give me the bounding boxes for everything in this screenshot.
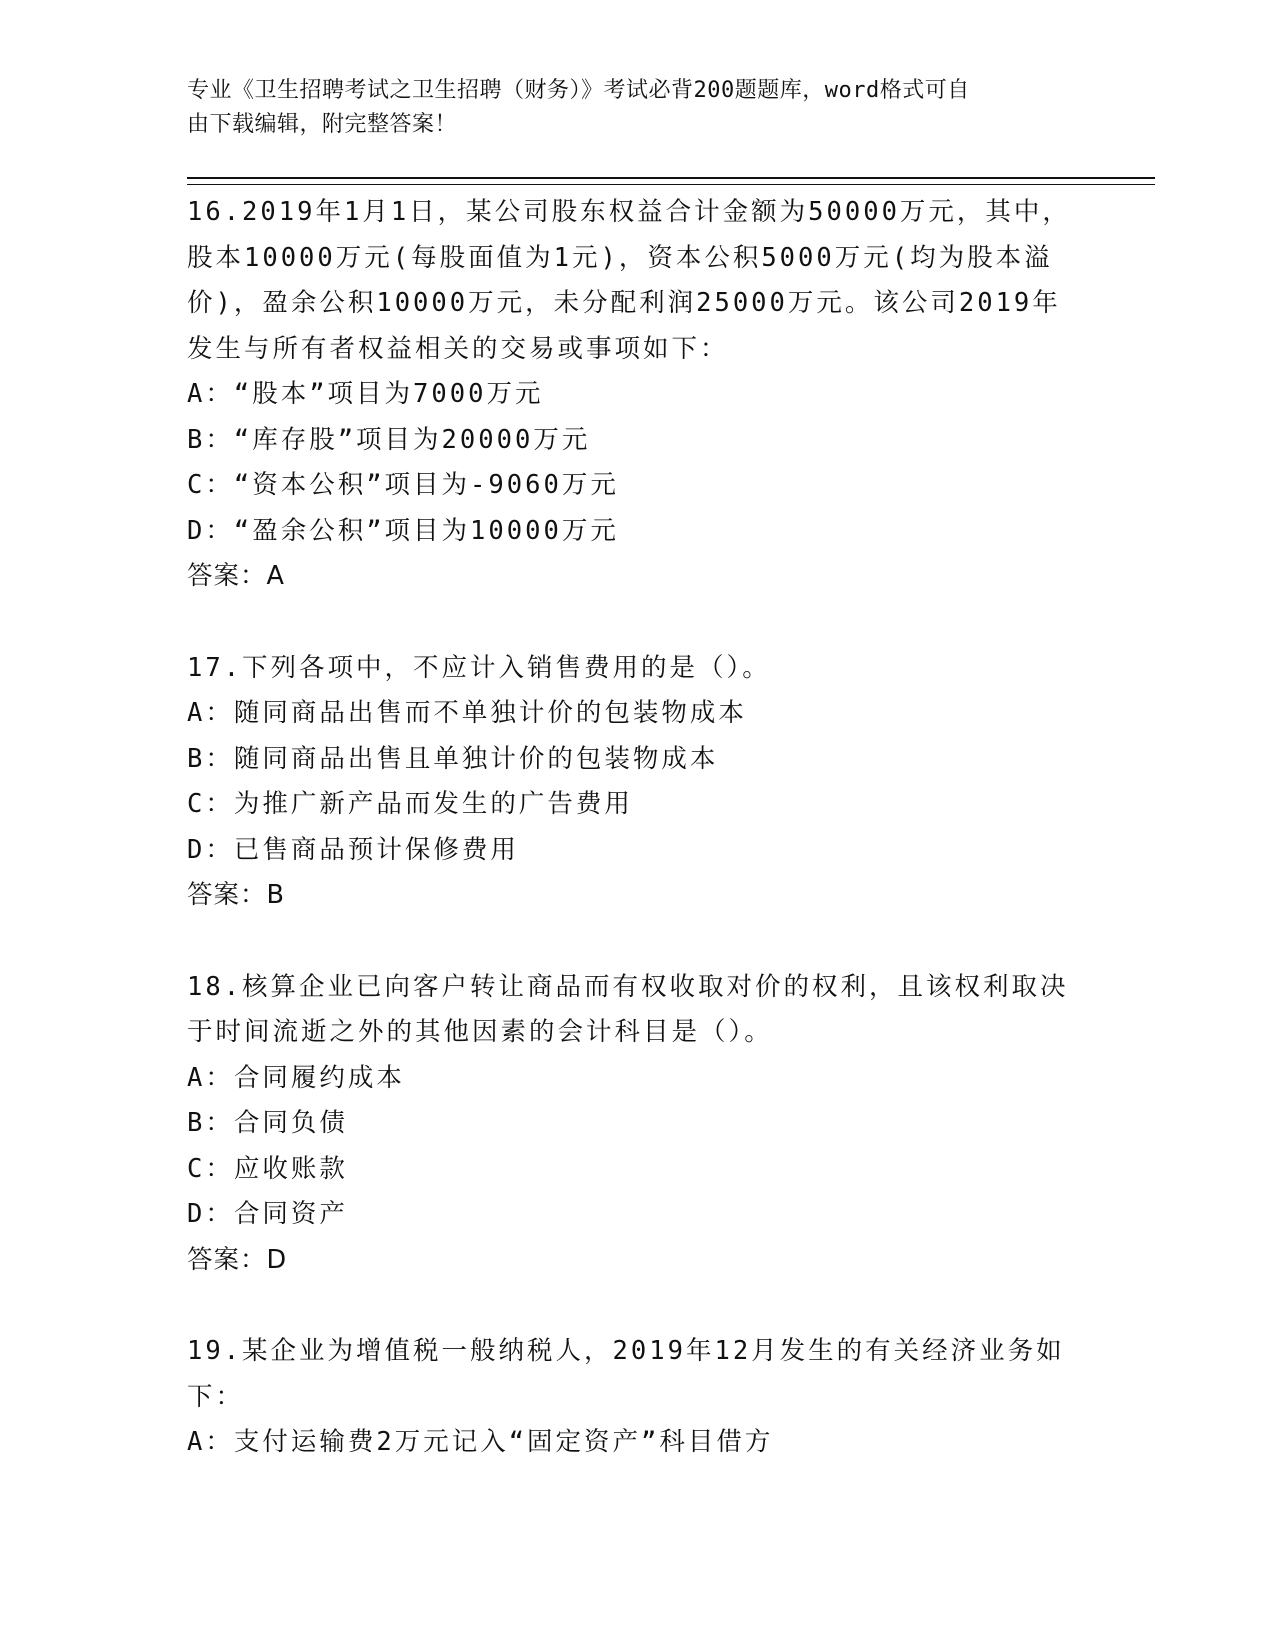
answer-line: 答案：B bbox=[187, 880, 285, 910]
option-a: A：支付运输费2万元记入“固定资产”科目借方 bbox=[187, 1427, 774, 1457]
header-line-2: 由下载编辑，附完整答案！ bbox=[187, 112, 458, 137]
question-17 bbox=[187, 646, 1087, 919]
option-c: C：应收账款 bbox=[187, 1153, 348, 1184]
option-c: C：为推广新产品而发生的广告费用 bbox=[187, 789, 633, 819]
answer-line: 答案：D bbox=[187, 1244, 288, 1275]
question-stem-line: 发生与所有者权益相关的交易或事项如下： bbox=[187, 333, 729, 364]
question-stem-line: 下： bbox=[187, 1381, 245, 1412]
option-b: B：“库存股”项目为20000万元 bbox=[187, 424, 591, 455]
option-a: A：随同商品出售而不单独计价的包装物成本 bbox=[187, 698, 747, 728]
option-d: D：合同资产 bbox=[187, 1199, 348, 1229]
answer-line: 答案：A bbox=[187, 561, 285, 591]
header-divider-thin bbox=[187, 184, 1155, 185]
option-a: A：合同履约成本 bbox=[187, 1062, 405, 1093]
option-c: C：“资本公积”项目为-9060万元 bbox=[187, 470, 619, 500]
spacer bbox=[187, 919, 1087, 965]
question-16 bbox=[187, 190, 1087, 600]
document-header bbox=[187, 74, 1067, 142]
option-b: B：合同负债 bbox=[187, 1108, 348, 1138]
option-d: D：“盈余公积”项目为10000万元 bbox=[187, 515, 619, 546]
header-divider-thick bbox=[187, 177, 1155, 179]
spacer bbox=[187, 1283, 1087, 1329]
option-a: A：“股本”项目为7000万元 bbox=[187, 379, 544, 409]
spacer bbox=[187, 600, 1087, 646]
question-stem-line: 17.下列各项中，不应计入销售费用的是（）。 bbox=[187, 652, 771, 683]
question-stem-line: 价)，盈余公积10000万元，未分配利润25000万元。该公司2019年 bbox=[187, 288, 1061, 318]
question-19 bbox=[187, 1329, 1087, 1466]
header-line-1: 专业《卫生招聘考试之卫生招聘（财务）》考试必背200题题库，word格式可自 bbox=[187, 78, 970, 103]
question-stem-line: 19.某企业为增值税一般纳税人，2019年12月发生的有关经济业务如 bbox=[187, 1336, 1065, 1366]
question-stem-line: 16.2019年1月1日，某公司股东权益合计金额为50000万元，其中， bbox=[187, 197, 1071, 227]
question-18 bbox=[187, 965, 1087, 1284]
question-stem-line: 于时间流逝之外的其他因素的会计科目是（）。 bbox=[187, 1017, 773, 1047]
question-stem-line: 18.核算企业已向客户转让商品而有权收取对价的权利，且该权利取决 bbox=[187, 971, 1069, 1002]
option-d: D：已售商品预计保修费用 bbox=[187, 834, 519, 865]
question-list bbox=[187, 190, 1087, 1466]
question-stem-line: 股本10000万元(每股面值为1元)，资本公积5000万元(均为股本溢 bbox=[187, 242, 1053, 273]
option-b: B：随同商品出售且单独计价的包装物成本 bbox=[187, 743, 719, 774]
